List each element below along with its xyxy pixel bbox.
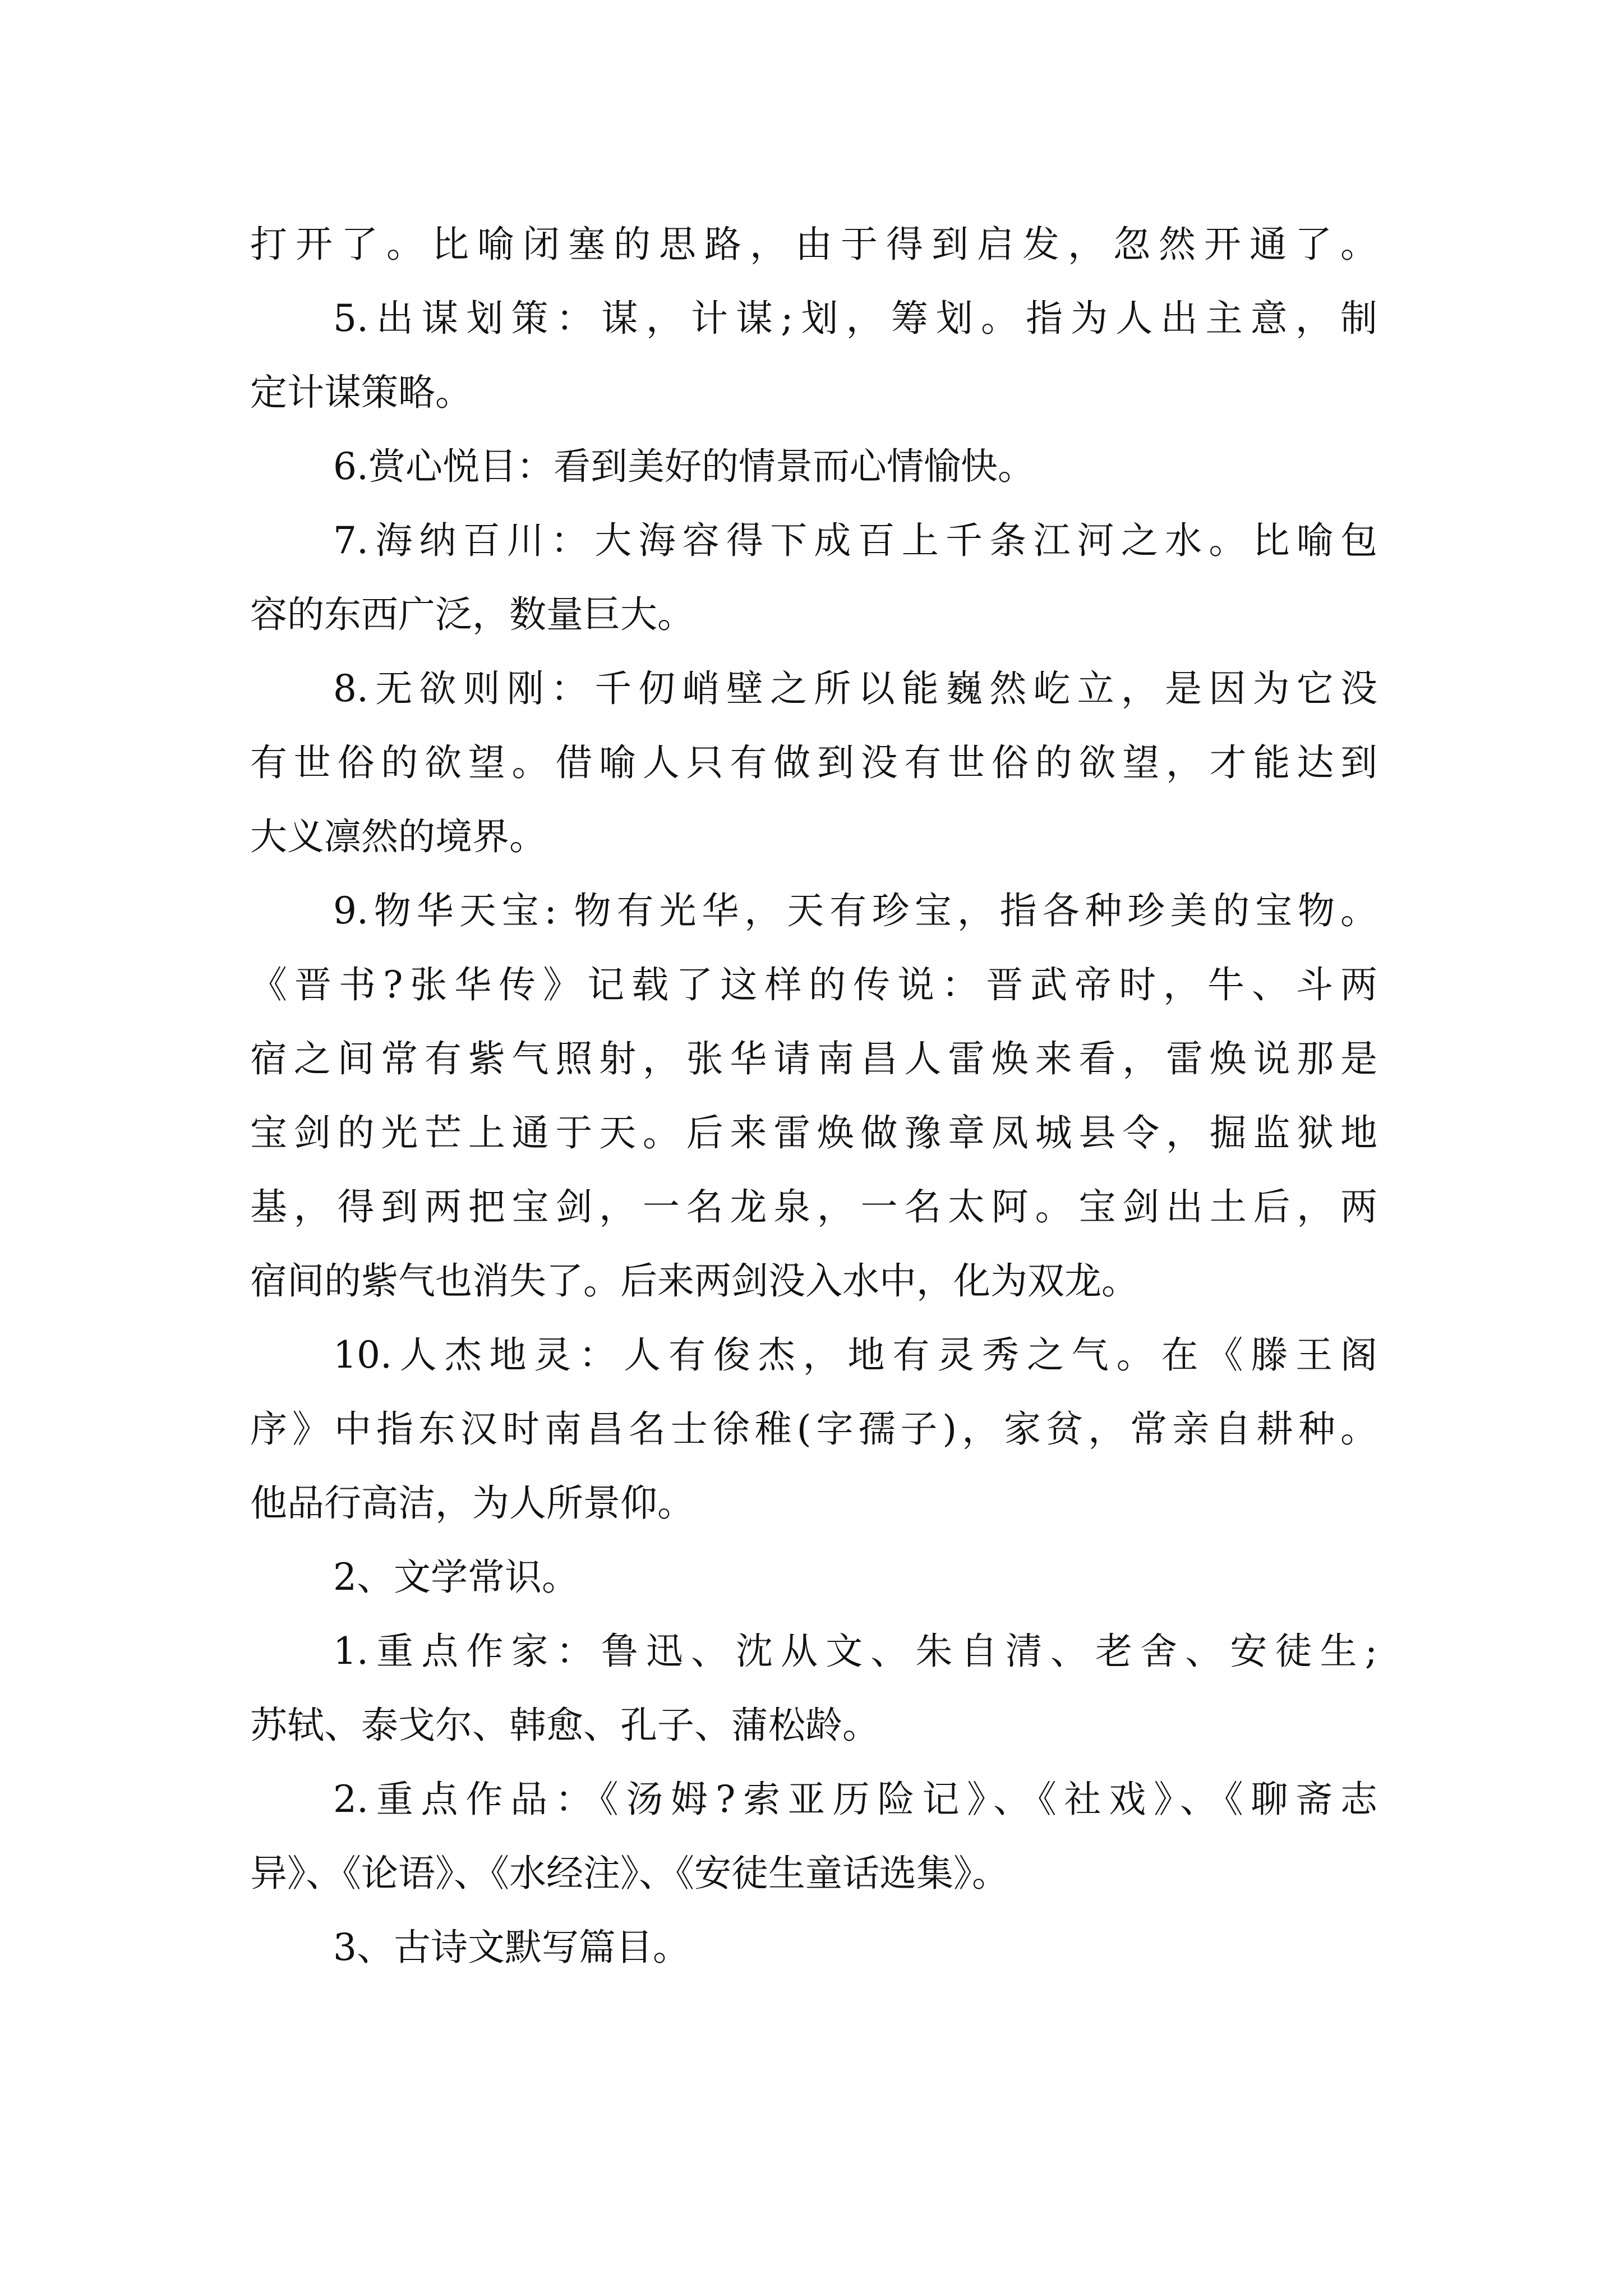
text-line: 7.海纳百川：大海容得下成百上千条江河之水。比喻包 — [333, 519, 1377, 562]
text-line: 他品行高洁，为人所景仰。 — [250, 1481, 694, 1525]
document-page — [250, 208, 1377, 1985]
text-line: 宝剑的光芒上通于天。后来雷焕做豫章凤城县令，掘监狱地 — [250, 1111, 1377, 1154]
text-line: 9.物华天宝: 物有光华，天有珍宝，指各种珍美的宝物。 — [333, 889, 1377, 932]
text-line: 1.重点作家：鲁迅、沈从文、朱自清、老舍、安徒生; — [333, 1630, 1377, 1673]
text-line: 容的东西广泛，数量巨大。 — [250, 593, 694, 636]
text-line: 2.重点作品：《汤姆?索亚历险记》、《社戏》、《聊斋志 — [333, 1778, 1377, 1821]
text-line: 2、文学常识。 — [333, 1556, 579, 1599]
paragraph-idiom-10 — [250, 1318, 1377, 1540]
paragraph-idiom-5 — [250, 282, 1377, 430]
paragraph-continuation — [250, 208, 1377, 282]
text-line: 3、古诗文默写篇目。 — [333, 1926, 690, 1969]
text-line: 10.人杰地灵：人有俊杰，地有灵秀之气。在《滕王阁 — [333, 1333, 1377, 1377]
text-line: 定计谋策略。 — [250, 371, 472, 414]
paragraph-key-authors — [250, 1614, 1377, 1763]
text-line: 宿之间常有紫气照射，张华请南昌人雷焕来看，雷焕说那是 — [250, 1037, 1377, 1080]
text-line: 大义凛然的境界。 — [250, 815, 546, 858]
text-line: 异》、《论语》、《水经注》、《安徒生童话选集》。 — [250, 1852, 1009, 1895]
text-line: 基，得到两把宝剑，一名龙泉，一名太阿。宝剑出土后，两 — [250, 1185, 1377, 1228]
section-heading-poetry — [250, 1911, 1377, 1985]
text-line: 《晋书?张华传》记载了这样的传说：晋武帝时，牛、斗两 — [250, 963, 1377, 1006]
text-line: 有世俗的欲望。借喻人只有做到没有世俗的欲望，才能达到 — [250, 741, 1377, 784]
paragraph-idiom-7 — [250, 504, 1377, 652]
text-line: 序》中指东汉时南昌名士徐稚(字孺子)，家贫，常亲自耕种。 — [250, 1407, 1377, 1451]
paragraph-idiom-8 — [250, 652, 1377, 874]
text-line: 宿间的紫气也消失了。后来两剑没入水中，化为双龙。 — [250, 1259, 1138, 1303]
text-line: 6.赏心悦目：看到美好的情景而心情愉快。 — [333, 445, 1035, 488]
text-line: 苏轼、泰戈尔、韩愈、孔子、蒲松龄。 — [250, 1704, 879, 1747]
text-line: 8.无欲则刚：千仞峭壁之所以能巍然屹立，是因为它没 — [333, 667, 1377, 710]
paragraph-idiom-6 — [250, 430, 1377, 504]
text-line: 5.出谋划策：谋，计谋;划，筹划。指为人出主意，制 — [333, 297, 1377, 340]
paragraph-key-works — [250, 1763, 1377, 1911]
section-heading-literature — [250, 1540, 1377, 1614]
paragraph-idiom-9 — [250, 874, 1377, 1318]
text-line: 打开了。比喻闭塞的思路，由于得到启发，忽然开通了。 — [250, 223, 1377, 266]
